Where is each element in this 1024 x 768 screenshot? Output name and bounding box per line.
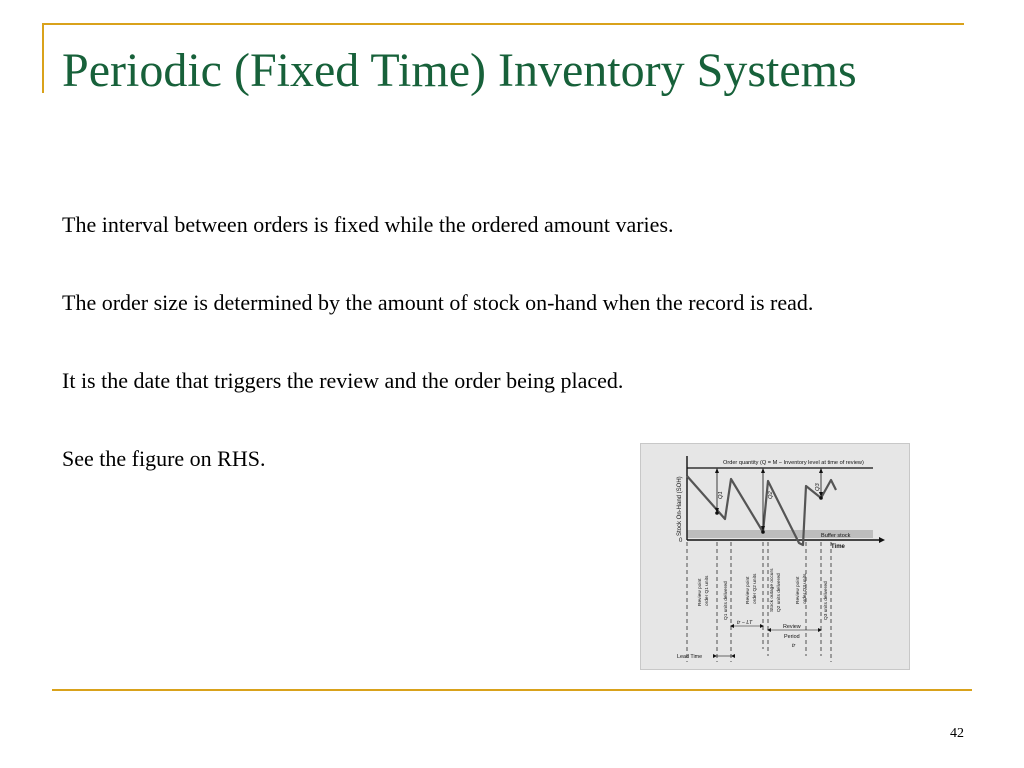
q1-label: Q1 (718, 491, 724, 499)
event-4-line1: Stock outage occurs (770, 568, 775, 612)
event-1-line2: order Q1 units (705, 575, 710, 606)
paragraph-see-figure: See the figure on RHS. (62, 446, 266, 471)
paragraph-interval: The interval between orders is fixed while the ordered amount varies. (62, 212, 674, 237)
bottom-accent-line (52, 689, 972, 691)
event-2-line1: Q1 units delivered (724, 581, 729, 620)
inventory-figure (640, 443, 910, 670)
x-axis-label: Time (831, 544, 845, 550)
inventory-diagram (641, 444, 909, 669)
tr-lt-label: tr − LT (737, 620, 753, 626)
paragraph-order-size: The order size is determined by the amount of stock on-hand when the record is read. (62, 290, 814, 315)
review-dot-3 (819, 496, 823, 500)
lead-time-label: Lead Time (677, 654, 703, 660)
event-4-line2: Q2 units delivered (777, 573, 782, 612)
tr-label: tr (792, 643, 796, 649)
order-quantity-label: Order quantity (Q = M − Inventory level at time of review) (723, 460, 864, 466)
q2-label: Q2 (768, 491, 774, 499)
q3-label: Q3 (815, 483, 821, 491)
review-dot-1 (715, 511, 719, 515)
event-6-line1: Q3 units delivered (824, 581, 829, 620)
event-5-line2: order Q3 units (803, 573, 808, 604)
y-axis-label: Stock On-Hand (SOH) (677, 476, 683, 536)
slide-title: Periodic (Fixed Time) Inventory Systems (62, 44, 857, 97)
period-label: Period (784, 634, 800, 640)
paragraph-trigger: It is the date that triggers the review and the order being placed. (62, 368, 624, 393)
left-accent-line (42, 23, 44, 93)
buffer-stock-label: Buffer stock (821, 533, 851, 539)
event-3-line2: order Q2 units (753, 573, 758, 604)
x-axis-arrow (879, 537, 885, 543)
review-dot-2 (761, 530, 765, 534)
event-3-line1: Review point (746, 576, 751, 604)
review-label: Review (783, 624, 801, 630)
top-accent-line (42, 23, 964, 25)
page-number: 42 (950, 726, 964, 741)
event-5-line1: Review point (796, 576, 801, 604)
origin-label: 0 (679, 538, 683, 544)
event-1-line1: Review point (698, 578, 703, 606)
